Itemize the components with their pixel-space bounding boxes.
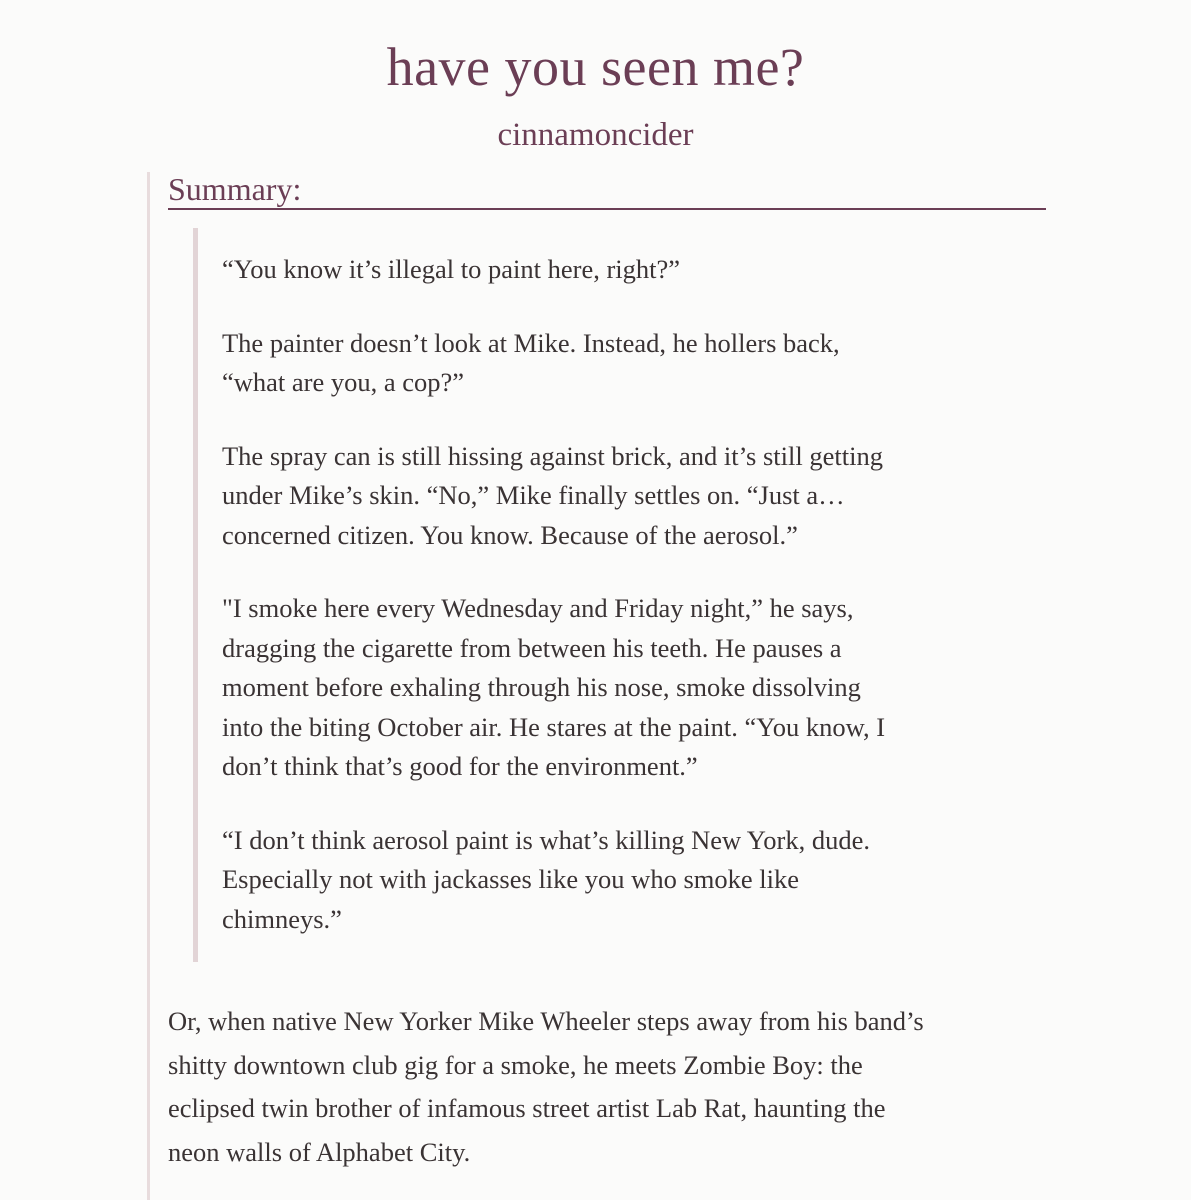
quote-line: The painter doesn’t look at Mike. Instead, he hollers back, [222,327,840,358]
author-name[interactable]: cinnamoncider [497,117,694,153]
quote-line: “I don’t think aerosol paint is what’s killing New York, dude. [222,824,870,855]
quote-line: into the biting October air. He stares at the paint. “You know, I [222,711,886,742]
work-title: have you seen me? [386,37,805,97]
summary-module-border [147,172,150,1200]
quote-paragraph [222,821,1022,940]
quote-line: “what are you, a cop?” [222,367,465,397]
quote-line: chimneys.” [222,903,342,934]
quote-line: "I smoke here every Wednesday and Friday night,” he says, [222,593,854,623]
quote-line: “You know it’s illegal to paint here, right?” [222,254,681,284]
summary-blockquote [222,250,1022,973]
summary-heading: Summary: [168,170,1046,210]
quote-line: don’t think that’s good for the environment.” [222,751,698,781]
summary-description [168,1000,1048,1174]
blockquote-bar [193,228,198,962]
quote-line: The spray can is still hissing against brick, and it’s still getting [222,440,883,471]
description-line: neon walls of Alphabet City. [168,1136,471,1167]
quote-line: Especially not with jackasses like you who smoke like [222,864,799,894]
quote-paragraph [222,250,1022,290]
quote-paragraph [222,437,1022,556]
description-line: shitty downtown club gig for a smoke, he meets Zombie Boy: the [168,1049,863,1080]
quote-line: under Mike’s skin. “No,” Mike finally settles on. “Just a… [222,480,845,510]
quote-line: moment before exhaling through his nose, smoke dissolving [222,672,861,702]
quote-paragraph [222,589,1022,787]
quote-line: dragging the cigarette from between his teeth. He pauses a [222,632,842,663]
description-line: eclipsed twin brother of infamous street artist Lab Rat, haunting the [168,1093,886,1123]
quote-paragraph [222,324,1022,403]
quote-line: concerned citizen. You know. Because of the aerosol.” [222,519,798,550]
description-line: Or, when native New Yorker Mike Wheeler steps away from his band’s [168,1006,924,1036]
